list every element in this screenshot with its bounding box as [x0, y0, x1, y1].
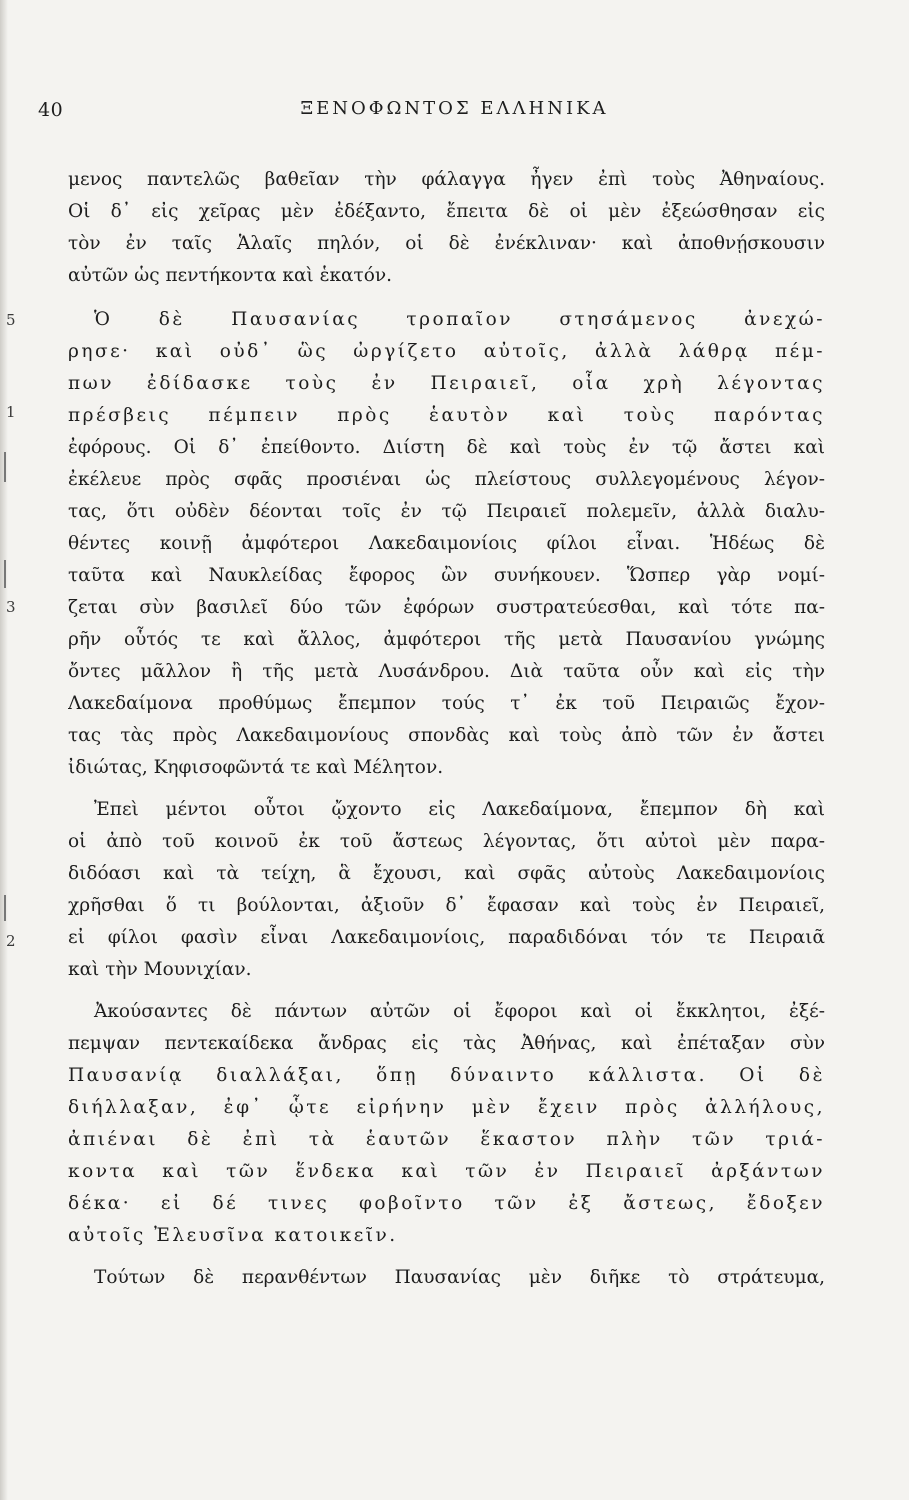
paragraph-start-line: Ἐπεὶ μέντοι οὗτοι ᾤχοντο εἰς Λακεδαίμονα, ἔπεμπον δὴ καὶ — [94, 799, 825, 820]
text-line: διδόασι καὶ τὰ τείχη, ἃ ἔχουσι, καὶ σφᾶς αὐτοὺς Λακεδαιμονίοις — [68, 863, 825, 884]
text-line: διήλλαξαν, ἐφ᾽ ᾧτε εἰρήνην μὲν ἔχειν πρὸς ἀλλήλους, — [68, 1097, 825, 1118]
text-line: Οἱ δ᾽ εἰς χεῖρας μὲν ἐδέξαντο, ἔπειτα δὲ οἱ μὲν ἐξεώσθησαν εἰς — [68, 201, 825, 222]
text-line: ρῆν οὗτός τε καὶ ἄλλος, ἀμφότεροι τῆς μετὰ Παυσανίου γνώμης — [68, 629, 825, 650]
text-line: τὸν ἐν ταῖς Ἁλαῖς πηλόν, οἱ δὲ ἐνέκλιναν· καὶ ἀποθνῄσκουσιν — [68, 233, 825, 254]
page-edge-shadow — [0, 0, 8, 1500]
text-line: ταῦτα καὶ Ναυκλείδας ἔφορος ὢν συνήκουεν. Ὥσπερ γὰρ νομί- — [68, 565, 825, 586]
margin-line-number: 2 — [6, 932, 16, 950]
text-line: ὄντες μᾶλλον ἢ τῆς μετὰ Λυσάνδρου. Διὰ ταῦτα οὖν καὶ εἰς τὴν — [68, 661, 825, 682]
text-line: μενος παντελῶς βαθεῖαν τὴν φάλαγγα ἦγεν ἐπὶ τοὺς Ἀθηναίους. — [68, 169, 825, 190]
text-line: Παυσανίᾳ διαλλάξαι, ὅπῃ δύναιντο κάλλιστα. Οἱ δὲ — [68, 1065, 825, 1086]
margin-line-number: 1 — [6, 403, 16, 421]
page-number: 40 — [38, 99, 64, 121]
text-line: ἀπιέναι δὲ ἐπὶ τὰ ἑαυτῶν ἕκαστον πλὴν τῶν τριά- — [68, 1129, 825, 1150]
paragraph-start-line: Ὁ δὲ Παυσανίας τροπαῖον στησάμενος ἀνεχώ- — [94, 309, 825, 330]
margin-line-number: 3 — [6, 598, 16, 616]
text-line: ζεται σὺν βασιλεῖ δύο τῶν ἐφόρων συστρατεύεσθαι, καὶ τότε πα- — [68, 597, 825, 618]
text-line: θέντες κοινῇ ἀμφότεροι Λακεδαιμονίοις φίλοι εἶναι. Ἡδέως δὲ — [68, 533, 825, 554]
text-line: καὶ τὴν Μουνιχίαν. — [68, 959, 252, 980]
text-line: δέκα· εἰ δέ τινες φοβοῖντο τῶν ἐξ ἄστεως, ἔδοξεν — [68, 1193, 825, 1214]
text-line: ἐκέλευε πρὸς σφᾶς προσιέναι ὡς πλείστους συλλεγομένους λέγον- — [68, 469, 825, 490]
paragraph-start-line: Τούτων δὲ περανθέντων Παυσανίας μὲν διῆκε τὸ στράτευμα, — [94, 1267, 825, 1288]
text-line: ἐφόρους. Οἱ δ᾽ ἐπείθοντο. Διίστη δὲ καὶ τοὺς ἐν τῷ ἄστει καὶ — [68, 437, 825, 458]
text-line: ἰδιώτας, Κηφισοφῶντά τε καὶ Μέλητον. — [68, 757, 444, 778]
text-line: εἰ φίλοι φασὶν εἶναι Λακεδαιμονίοις, παραδιδόναι τόν τε Πειραιᾶ — [68, 927, 825, 948]
text-line: αὐτοῖς Ἐλευσῖνα κατοικεῖν. — [68, 1225, 398, 1246]
running-head: ΞΕΝΟΦΩΝΤΟΣ ΕΛΛΗΝΙΚΑ — [300, 98, 609, 119]
text-line: χρῆσθαι ὅ τι βούλονται, ἀξιοῦν δ᾽ ἔφασαν καὶ τοὺς ἐν Πειραιεῖ, — [68, 895, 825, 916]
text-line: τας τὰς πρὸς Λακεδαιμονίους σπονδὰς καὶ τοὺς ἀπὸ τῶν ἐν ἄστει — [68, 725, 825, 746]
text-line: τας, ὅτι οὐδὲν δέονται τοῖς ἐν τῷ Πειραιεῖ πολεμεῖν, ἀλλὰ διαλυ- — [68, 501, 825, 522]
text-line: αὐτῶν ὡς πεντήκοντα καὶ ἑκατόν. — [68, 265, 393, 286]
margin-tick — [4, 452, 6, 482]
text-line: πρέσβεις πέμπειν πρὸς ἑαυτὸν καὶ τοὺς παρόντας — [68, 405, 825, 426]
paragraph-start-line: Ἀκούσαντες δὲ πάντων αὐτῶν οἱ ἔφοροι καὶ οἱ ἔκκλητοι, ἐξέ- — [94, 1001, 825, 1022]
text-line: ρησε· καὶ οὐδ᾽ ὣς ὠργίζετο αὐτοῖς, ἀλλὰ λάθρᾳ πέμ- — [68, 341, 825, 362]
text-line: κοντα καὶ τῶν ἕνδεκα καὶ τῶν ἐν Πειραιεῖ ἀρξάντων — [68, 1161, 825, 1182]
text-line: οἱ ἀπὸ τοῦ κοινοῦ ἐκ τοῦ ἄστεως λέγοντας, ὅτι αὐτοὶ μὲν παρα- — [68, 831, 825, 852]
margin-tick — [4, 895, 6, 921]
margin-line-number: 5 — [6, 311, 16, 329]
margin-tick — [4, 560, 6, 588]
text-line: πεμψαν πεντεκαίδεκα ἄνδρας εἰς τὰς Ἀθήνας, καὶ ἐπέταξαν σὺν — [68, 1033, 825, 1054]
text-line: πων ἐδίδασκε τοὺς ἐν Πειραιεῖ, οἷα χρὴ λέγοντας — [68, 373, 825, 394]
text-line: Λακεδαίμονα προθύμως ἔπεμπον τούς τ᾽ ἐκ τοῦ Πειραιῶς ἔχον- — [68, 693, 825, 714]
